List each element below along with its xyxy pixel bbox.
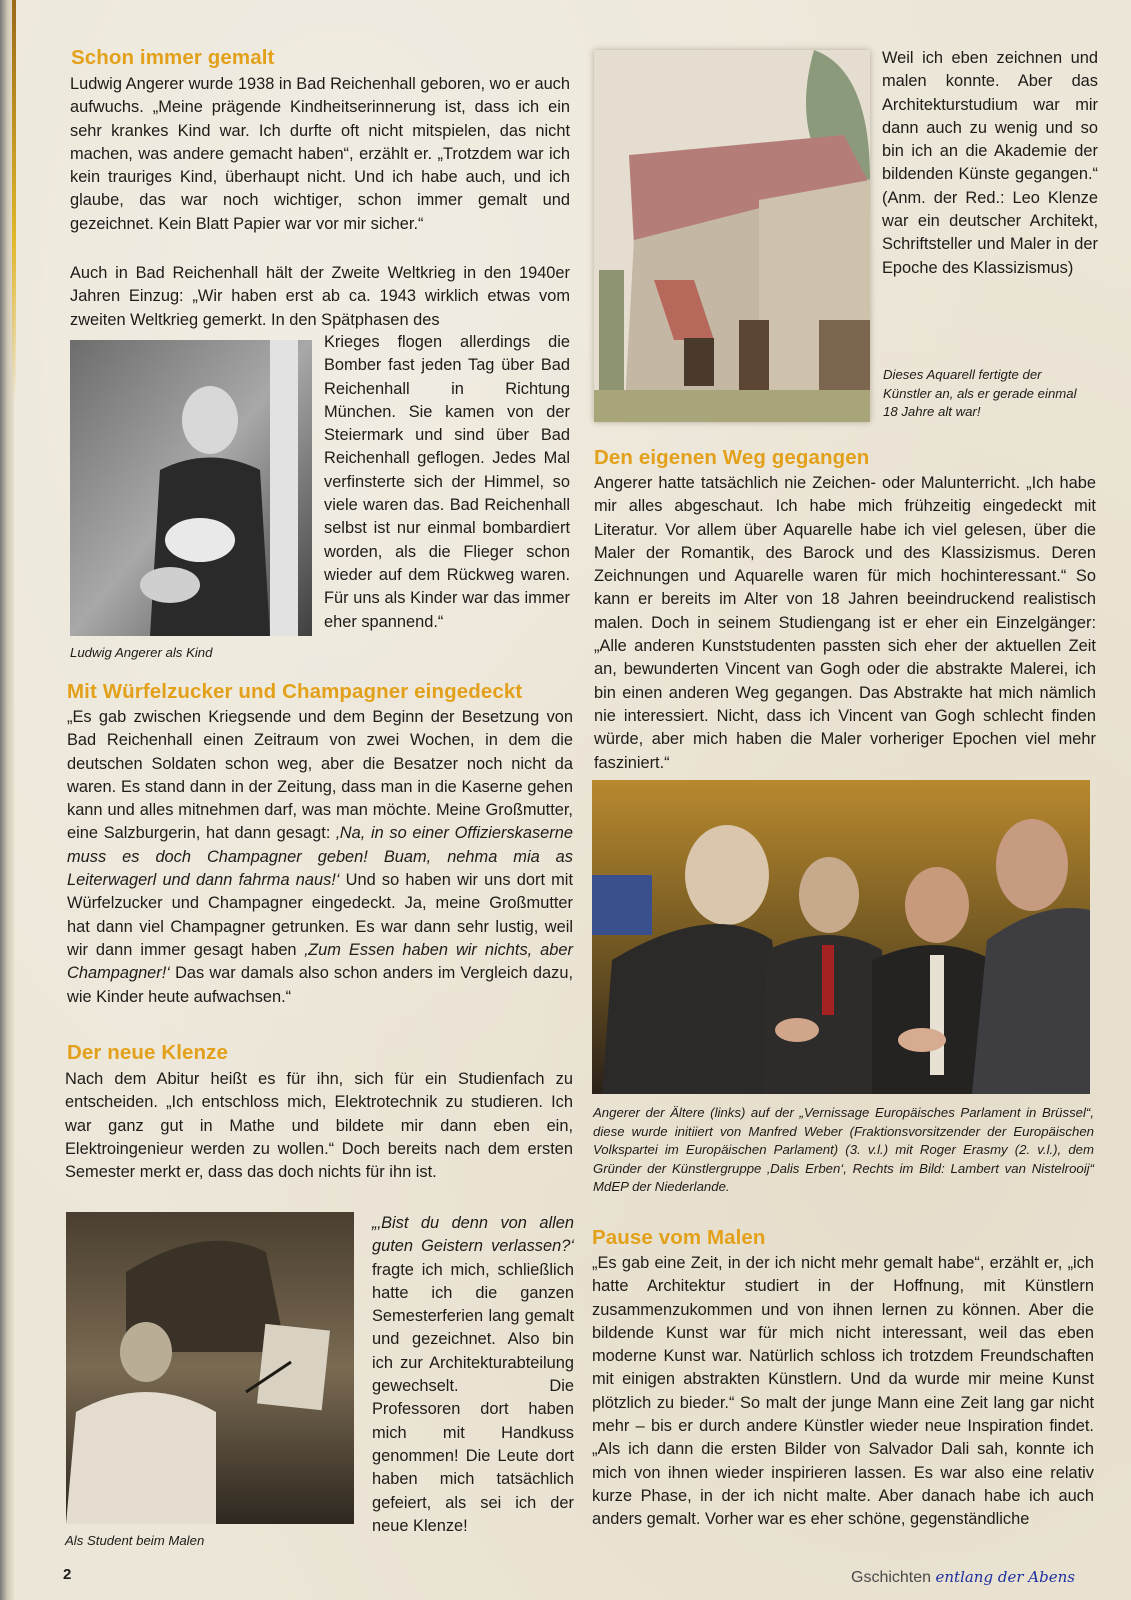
page-number: 2: [63, 1566, 72, 1583]
photo-student-painting: [66, 1212, 354, 1524]
child-photo-image: [70, 340, 312, 636]
section2-paragraph: [67, 706, 573, 1013]
section4-paragraph: [594, 472, 1096, 779]
paragraph: Krieges flogen allerdings die Bomber fast jeden Tag über Bad Reichenhall in Richtung München. Sie kamen von der Steiermark und sind über Bad Reichenhall geflogen. Jedes Mal verfinsterte sich der Himmel, so viele waren das. Bad Reichenhall selbst ist nur einmal bombardiert worden, als die Flieger schon wieder auf dem Rückweg waren. Für uns als Kinder war das immer eher spannend.“: [324, 333, 570, 631]
photo-european-parliament-vernissage: [592, 780, 1090, 1094]
heading-wuerfelzucker-champagner: Mit Würfelzucker und Champagner eingedeckt: [67, 680, 523, 703]
section1-paragraph2: [70, 262, 570, 336]
heading-schon-immer-gemalt: Schon immer gemalt: [71, 46, 275, 69]
watercolor-image: [594, 50, 870, 422]
group-photo-caption: Angerer der Ältere (links) auf der „Vernissage Europäisches Parlament in Brüssel“, diese wurde initiiert von Manfred Weber (Fraktionsvorsitzender der Europäischen Volkspartei im Europäischen Parlament) (3. v.l.) mit Roger Erasmy (2. v.l.), dem Gründer der Künstlergruppe ‚Dalis Erben‘, Rechts im Bild: Lambert van Nistelrooij“ MdEP der Niederlande.: [593, 1105, 1094, 1194]
photo-watercolor-painting: [594, 50, 870, 422]
section1-paragraph1: [70, 73, 570, 240]
klenze-continued-paragraph: [882, 47, 1098, 284]
group-photo-image: [592, 780, 1090, 1094]
section3-paragraph-wrap: [372, 1212, 574, 1542]
heading-der-neue-klenze: Der neue Klenze: [67, 1041, 228, 1064]
paragraph: „‚Bist du denn von allen guten Geistern verlassen?‘ fragte ich mich, schließlich hatte ich die ganzen Semesterferien lang gemalt und gezeichnet. Also bin ich zur Architekturabteilung gewechselt. Die Professoren dort haben mich mit Handkuss genommen! Die Leute dort haben mich tatsächlich gefeiert, als sei ich der neue Klenze!: [372, 1214, 574, 1535]
paragraph: Weil ich eben zeichnen und malen konnte. Aber das Architekturstudium war mir dann auch zu wenig und so bin ich an die Akademie der bildenden Künste gegangen.“ (Anm. der Red.: Leo Klenze war ein deutscher Architekt, Schriftsteller und Maler in der Epoche des Klassizismus): [882, 49, 1098, 277]
page-edge-gold-strip: [12, 0, 16, 400]
heading-den-eigenen-weg: Den eigenen Weg gegangen: [594, 446, 870, 469]
paragraph: Auch in Bad Reichenhall hält der Zweite Weltkrieg in den 1940er Jahren Einzug: „Wir haben erst ab ca. 1943 wirklich etwas vom zweiten Weltkrieg gemerkt. In den Spätphasen des: [70, 264, 570, 329]
heading-pause-vom-malen: Pause vom Malen: [592, 1226, 766, 1249]
section5-paragraph: [592, 1252, 1094, 1536]
section1-paragraph2-wrap: [324, 331, 570, 638]
paragraph: Nach dem Abitur heißt es für ihn, sich für ein Studienfach zu entscheiden. „Ich entschloss mich, Elektrotechnik zu studieren. Ich war ganz gut in Mathe und bildete mir dann eben ein, Elektroingenieur werden zu wollen.“ Doch bereits nach dem ersten Semester merkt er, dass das doch nichts für ihn ist.: [65, 1070, 573, 1182]
watercolor-caption: Dieses Aquarell fertigte der Künstler an, als er gerade einmal 18 Jahre alt war!: [883, 367, 1077, 419]
paragraph: „Es gab zwischen Kriegsende und dem Beginn der Besetzung von Bad Reichenhall einen Zeitraum von zwei Wochen, in dem die deutschen Soldaten schon weg, aber die Besatzer noch nicht da waren. Es stand dann in der Zeitung, dass man in die Kaserne gehen kann und alles mitnehmen darf, was man möchte. Meine Großmutter, eine Salzburgerin, hat dann gesagt: ‚Na, in so einer Offizierskaserne muss es doch Champagner geben! Buam, nehma mia as Leiterwagerl und dann fahrma naus!‘ Und so haben wir uns dort mit Würfelzucker und Champagner eingedeckt. Ja, meine Großmutter hat dann viel Champagner getrunken. Es war dann sehr lustig, weil wir dann immer gesagt haben ‚Zum Essen haben wir nichts, aber Champagner!‘ Das war damals also schon anders im Vergleich dazu, wie Kinder heute aufwachsen.“: [67, 708, 574, 1006]
footer-magazine-title: [851, 1568, 1075, 1587]
student-photo-image: [66, 1212, 354, 1524]
section3-paragraph1: [65, 1068, 573, 1188]
footer-brand: Gschichten: [851, 1569, 932, 1586]
photo-ludwig-as-child: [70, 340, 312, 636]
paragraph: „Es gab eine Zeit, in der ich nicht mehr gemalt habe“, erzählt er, „ich hatte Architektur studiert in der Hoffnung, mit Künstlern zusammenzukommen und von ihnen lernen zu können. Aber die bildende Kunst war für mich nicht interessant, weil das eben moderne Kunst war. Natürlich schloss ich trotzdem Freundschaften mit einigen abstrakten Künstlern. Und da wurde mir meine Kunst plötzlich zu bieder.“ So malt der junge Mann eine Zeit lang gar nicht mehr – bis er durch andere Künstler wieder neue Inspiration findet. „Als ich dann die ersten Bilder von Salvador Dali sah, konnte ich mich von ihnen wieder inspirieren lassen. Es war also eine relativ kurze Phase, in der ich nicht malte. Aber danach habe ich auch anders gemalt. Vorher war es eher schöne, gegenständliche: [592, 1254, 1094, 1529]
child-photo-caption: Ludwig Angerer als Kind: [70, 645, 213, 660]
student-photo-caption: Als Student beim Malen: [65, 1533, 205, 1548]
paragraph: Ludwig Angerer wurde 1938 in Bad Reichenhall geboren, wo er auch aufwuchs. „Meine prägende Kindheitserinnerung ist, dass ich ein sehr krankes Kind war. Ich durfte oft nicht mitspielen, das nicht machen, was andere gemacht haben“, erzählt er. „Trotzdem war ich kein trauriges Kind, überhaupt nicht. Und ich habe auch, und ich glaube, das war noch wichtiger, schon immer gemalt und gezeichnet. Kein Blatt Papier war vor mir sicher.“: [70, 75, 570, 233]
quote-champagne: ‚Zum Essen haben wir nichts, aber Champagner!‘: [67, 940, 573, 983]
quote-geistern: „‚Bist du denn von allen guten Geistern verlassen?‘: [372, 1214, 574, 1256]
footer-script-logo: entlang der Abens: [935, 1568, 1075, 1586]
quote-grandmother: ‚Na, in so einer Offizierskaserne muss es doch Champagner geben! Buam, nehma mia as Leiterwagerl und dann fahrma naus!‘: [67, 824, 573, 890]
paragraph: Angerer hatte tatsächlich nie Zeichen- oder Malunterricht. „Ich habe mir alles abgeschaut. Ich habe mich frühzeitig eingedeckt mit Literatur. Vor allem über Aquarelle habe ich viel gelesen, über die Maler der Romantik, des Barock und des Klassizismus. Deren Zeichnungen und Aquarelle waren für mich hochinteressant.“ So kann er bereits im Alter von 18 Jahren beeindruckend realistisch malen. Doch in seinem Studiengang ist er eher ein Einzelgänger: „Alle anderen Kunststudenten passten sich eher der aktuellen Zeit an, bewunderten Vincent van Gogh oder die abstrakte Malerei, ich bin einen anderen Weg gegangen. Das Abstrakte hat mich nämlich nie interessiert. Nicht, dass ich Vincent van Gogh schlecht finden würde, aber mich haben die Maler vorheriger Epochen viel mehr fasziniert.“: [594, 474, 1096, 772]
